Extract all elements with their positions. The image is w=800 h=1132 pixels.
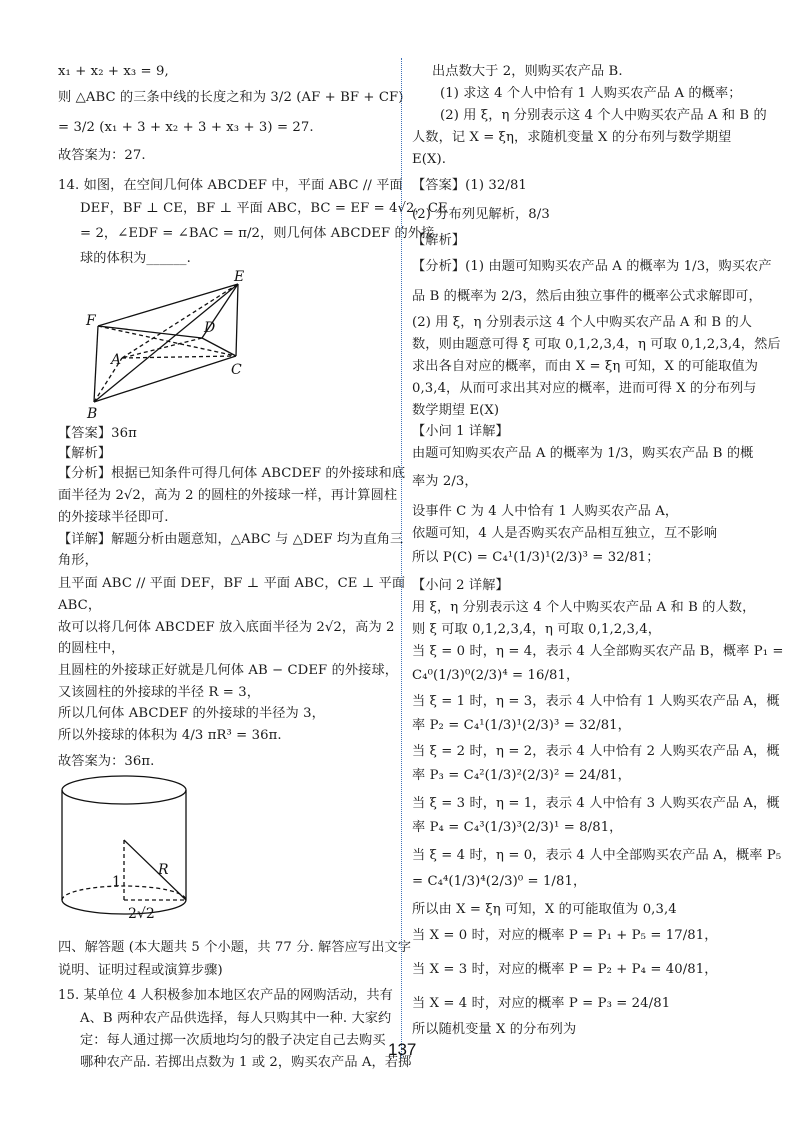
text-line: 所以由 X = ξη 可知，X 的可能取值为 0,3,4	[412, 902, 677, 917]
page-number: 137	[388, 1040, 417, 1059]
text-line: 率为 2/3，	[412, 474, 478, 489]
text-line: 0,3,4，从而可求出其对应的概率，进而可得 X 的分布列与	[412, 381, 757, 396]
text-line: A、B 两种农产品供选择，每人只购其中一种. 大家约	[80, 1011, 392, 1026]
text-line: DEF，BF ⊥ CE，BF ⊥ 平面 ABC，BC = EF = 4√2，CE	[80, 201, 448, 216]
text-line: 当 ξ = 4 时，η = 0，表示 4 人中全部购买农产品 A，概率 P₅	[412, 848, 782, 863]
edge-dc	[202, 338, 236, 356]
label-2sqrt2: 2√2	[128, 906, 155, 922]
edge-fd	[98, 326, 202, 338]
text-line: 人数，记 X = ξη，求随机变量 X 的分布列与数学期望	[412, 130, 732, 145]
text-line: 又该圆柱的外接球的半径 R = 3，	[58, 685, 260, 700]
edge-ec	[236, 284, 238, 356]
text-line: 当 ξ = 2 时，η = 2，表示 4 人中恰有 2 人购买农产品 A，概	[412, 744, 780, 759]
text-line: 当 ξ = 3 时，η = 1，表示 4 人中恰有 3 人购买农产品 A，概	[412, 796, 780, 811]
diagonal-be	[94, 284, 238, 402]
formula-p2: 率 P₂ = C₄¹(1/3)¹(2/3)³ = 32/81，	[412, 718, 631, 733]
answer-blank-line: 球的体积为______.	[80, 251, 191, 266]
label-f: F	[86, 313, 96, 329]
text-line: ABC，	[58, 598, 102, 613]
column-divider	[401, 58, 402, 1058]
text-line: 出点数大于 2，则购买农产品 B.	[432, 64, 623, 79]
label-r: R	[158, 862, 169, 878]
label-c: C	[231, 362, 242, 378]
text-line: 数学期望 E(X)	[412, 403, 500, 418]
label-e: E	[234, 269, 245, 285]
text-line: 的外接球半径即可.	[58, 510, 169, 525]
text-line: x₁ + x₂ + x₃ = 9,	[58, 64, 169, 79]
text-line: 用 ξ，η 分别表示这 4 个人中购买农产品 A 和 B 的人数，	[412, 600, 756, 615]
text-line: (2) 用 ξ，η 分别表示这 4 个人中购买农产品 A 和 B 的人	[412, 315, 753, 330]
formula-p1: C₄⁰(1/3)⁰(2/3)⁴ = 16/81，	[412, 668, 580, 683]
text-line: 数，则由题意可得 ξ 可取 0,1,2,3,4，η 可取 0,1,2,3,4，然后	[412, 337, 781, 352]
text-line: 面半径为 2√2，高为 2 的圆柱的外接球一样，再计算圆柱	[58, 488, 398, 503]
text-line: 定：每人通过掷一次质地均匀的骰子决定自己去购买	[80, 1033, 386, 1048]
text-line: 哪种农产品. 若掷出点数为 1 或 2，购买农产品 A，若掷	[80, 1055, 412, 1070]
cylinder-top-ellipse	[62, 776, 186, 804]
text-line: 则 ξ 可取 0,1,2,3,4，η 可取 0,1,2,3,4，	[412, 622, 662, 637]
analysis-label: 【解析】	[412, 233, 466, 248]
text-line: 当 ξ = 0 时，η = 4，表示 4 人全部购买农产品 B，概率 P₁ =	[412, 644, 784, 659]
edge-fb	[94, 326, 98, 402]
text-line: 【详解】解题分析由题意知，△ABC 与 △DEF 均为直角三	[58, 532, 404, 547]
text-line: 所以 P(C) = C₄¹(1/3)¹(2/3)³ = 32/81；	[412, 550, 660, 565]
text-line: 故答案为：36π.	[58, 754, 155, 769]
cylinder-bottom-front	[62, 900, 186, 914]
text-line: 所以随机变量 X 的分布列为	[412, 1022, 577, 1037]
solid-figure-abcdef	[78, 268, 308, 420]
text-line: 求出各自对应的概率，而由 X = ξη 可知，X 的可能取值为	[412, 359, 758, 374]
text-line: 说明、证明过程或演算步骤)	[58, 963, 223, 978]
diagonal-ae	[122, 284, 238, 358]
edge-ac	[122, 356, 236, 358]
text-line: 【分析】(1) 由题可知购买农产品 A 的概率为 1/3，购买农产	[412, 259, 772, 274]
label-d: D	[204, 320, 216, 336]
label-a: A	[111, 352, 122, 368]
text-line: 所以几何体 ABCDEF 的外接球的半径为 3，	[58, 706, 325, 721]
answer-label: 【答案】(1) 32/81	[412, 178, 527, 193]
sub-question-2: (2) 用 ξ，η 分别表示这 4 个人中购买农产品 A 和 B 的	[440, 108, 767, 123]
text-line: 设事件 C 为 4 人中恰有 1 人购买农产品 A，	[412, 504, 679, 519]
sub-question-1: (1) 求这 4 个人中恰有 1 人购买农产品 A 的概率；	[440, 86, 742, 101]
edge-da	[122, 338, 202, 358]
question-15-stem: 15. 某单位 4 人积极参加本地区农产品的网购活动，共有	[58, 988, 393, 1003]
text-line: = 2，∠EDF = ∠BAC = π/2，则几何体 ABCDEF 的外接	[80, 226, 435, 241]
formula-p3: 率 P₃ = C₄²(1/3)²(2/3)² = 24/81，	[412, 768, 631, 783]
text-line: 当 ξ = 1 时，η = 3，表示 4 人中恰有 1 人购买农产品 A，概	[412, 694, 780, 709]
label-1: 1	[112, 874, 121, 890]
sub-heading: 【小问 2 详解】	[412, 578, 509, 593]
text-line: 当 X = 0 时，对应的概率 P = P₁ + P₅ = 17/81，	[412, 928, 718, 943]
analysis-label: 【解析】	[58, 446, 112, 461]
text-line: 故答案为：27.	[58, 148, 146, 163]
label-b: B	[87, 406, 98, 420]
text-line: = 3/2 (x₁ + 3 + x₂ + 3 + x₃ + 3) = 27.	[58, 120, 314, 135]
text-line: 的圆柱中，	[58, 641, 125, 656]
text-line: E(X).	[412, 152, 446, 167]
text-line: 故可以将几何体 ABCDEF 放入底面半径为 2√2，高为 2	[58, 620, 395, 635]
edge-fe	[98, 284, 238, 326]
question-14-stem: 14. 如图，在空间几何体 ABCDEF 中，平面 ABC // 平面	[58, 178, 403, 193]
formula-p5: = C₄⁴(1/3)⁴(2/3)⁰ = 1/81，	[412, 874, 587, 889]
text-line: 角形，	[58, 553, 98, 568]
text-line: 依题可知，4 人是否购买农产品相互独立，互不影响	[412, 526, 718, 541]
text-line: 当 X = 3 时，对应的概率 P = P₂ + P₄ = 40/81，	[412, 962, 718, 977]
text-line: 【分析】根据已知条件可得几何体 ABCDEF 的外接球和底	[58, 466, 406, 481]
cylinder-figure	[58, 768, 198, 930]
text-line: 则 △ABC 的三条中线的长度之和为 3/2 (AF + BF + CF)	[58, 90, 404, 105]
formula-p4: 率 P₄ = C₄³(1/3)³(2/3)¹ = 8/81，	[412, 820, 623, 835]
text-line: 由题可知购买农产品 A 的概率为 1/3，购买农产品 B 的概	[412, 446, 754, 461]
text-line: 当 X = 4 时，对应的概率 P = P₃ = 24/81	[412, 996, 671, 1011]
text-line: (2) 分布列见解析，8/3	[412, 207, 550, 222]
text-line: 品 B 的概率为 2/3，然后由独立事件的概率公式求解即可，	[412, 289, 762, 304]
sub-heading: 【小问 1 详解】	[412, 424, 509, 439]
sphere-radius-segment	[124, 840, 186, 900]
text-line: 且平面 ABC // 平面 DEF，BF ⊥ 平面 ABC，CE ⊥ 平面	[58, 576, 406, 591]
answer-label: 【答案】36π	[58, 426, 137, 441]
text-line: 且圆柱的外接球正好就是几何体 AB − CDEF 的外接球，	[58, 663, 399, 678]
section-heading: 四、解答题 (本大题共 5 个小题，共 77 分. 解答应写出文字	[58, 940, 412, 955]
text-line: 所以外接球的体积为 4/3 πR³ = 36π.	[58, 728, 282, 743]
